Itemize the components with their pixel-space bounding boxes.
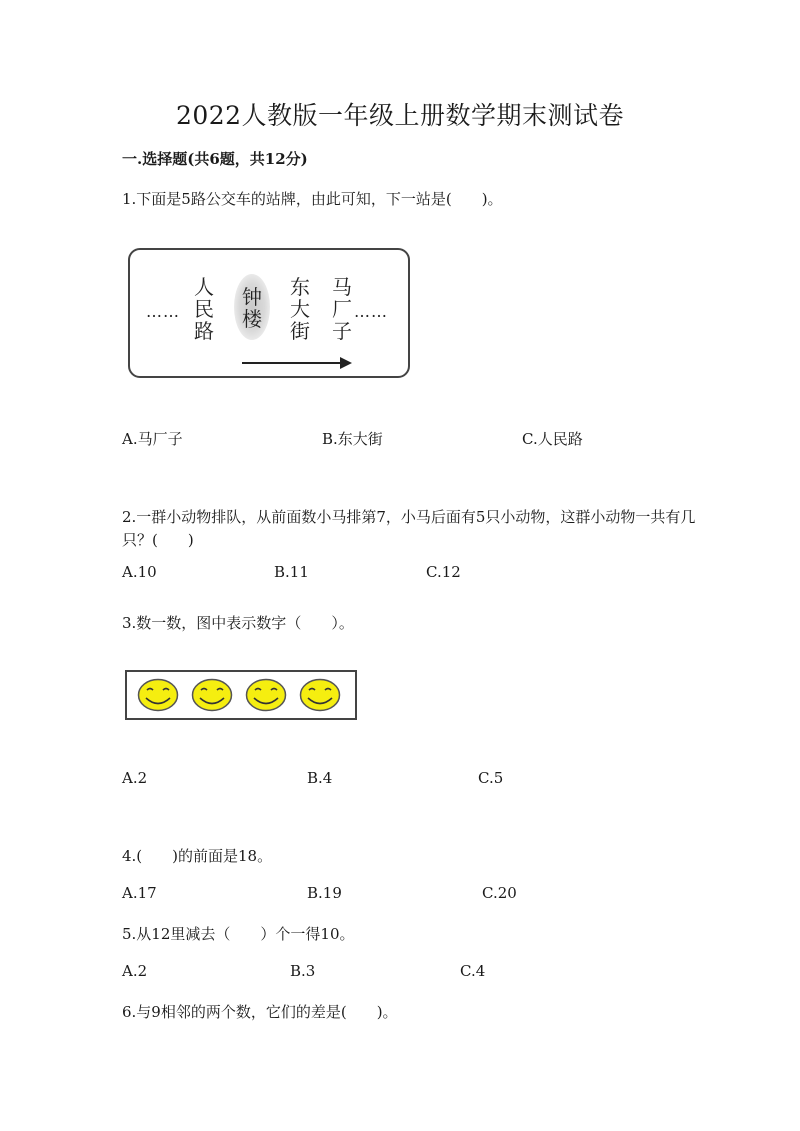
station-left: 人民路 xyxy=(194,275,214,343)
question-2-text-line1: 2.一群小动物排队，从前面数小马排第7，小马后面有5只小动物，这群小动物一共有几 xyxy=(122,508,696,526)
question-3-text: 3.数一数，图中表示数字（ ）。 xyxy=(122,614,354,632)
question-1-text: 1.下面是5路公交车的站牌，由此可知，下一站是( )。 xyxy=(122,190,503,208)
direction-arrow-icon xyxy=(340,357,352,369)
q5-option-b[interactable]: B.3 xyxy=(290,962,316,980)
q5-option-c[interactable]: C.4 xyxy=(460,962,486,980)
page-title: 2022人教版一年级上册数学期末测试卷 xyxy=(175,101,625,130)
q2-option-b[interactable]: B.11 xyxy=(274,563,309,581)
smiley-face-icon xyxy=(137,678,179,712)
q4-option-c[interactable]: C.20 xyxy=(482,884,517,902)
direction-arrow-line xyxy=(242,362,342,364)
smiley-face-icon xyxy=(191,678,233,712)
right-dots: …… xyxy=(354,302,388,321)
q1-option-c[interactable]: C.人民路 xyxy=(522,430,583,448)
smiley-face-icon xyxy=(245,678,287,712)
q2-option-c[interactable]: C.12 xyxy=(426,563,461,581)
q3-option-b[interactable]: B.4 xyxy=(307,769,333,787)
station-current: 钟楼 xyxy=(242,285,262,331)
section-heading: 一.选择题(共6题，共12分) xyxy=(122,150,308,168)
q3-option-c[interactable]: C.5 xyxy=(478,769,504,787)
bus-stop-sign xyxy=(128,248,410,378)
station-right-2: 马厂子 xyxy=(332,275,352,343)
question-5-text: 5.从12里减去（ ）个一得10。 xyxy=(122,925,355,943)
q4-option-a[interactable]: A.17 xyxy=(122,884,157,902)
q4-option-b[interactable]: B.19 xyxy=(307,884,342,902)
q1-option-a[interactable]: A.马厂子 xyxy=(122,430,183,448)
question-2-text-line2: 只？( ) xyxy=(122,531,194,549)
question-6-text: 6.与9相邻的两个数，它们的差是( )。 xyxy=(122,1003,398,1021)
smiley-box xyxy=(125,670,357,720)
q5-option-a[interactable]: A.2 xyxy=(122,962,148,980)
question-4-text: 4.( )的前面是18。 xyxy=(122,847,273,865)
q3-option-a[interactable]: A.2 xyxy=(122,769,148,787)
left-dots: …… xyxy=(146,302,180,321)
q1-option-b[interactable]: B.东大街 xyxy=(322,430,383,448)
q2-option-a[interactable]: A.10 xyxy=(122,563,157,581)
smiley-face-icon xyxy=(299,678,341,712)
station-right-1: 东大街 xyxy=(290,275,310,343)
